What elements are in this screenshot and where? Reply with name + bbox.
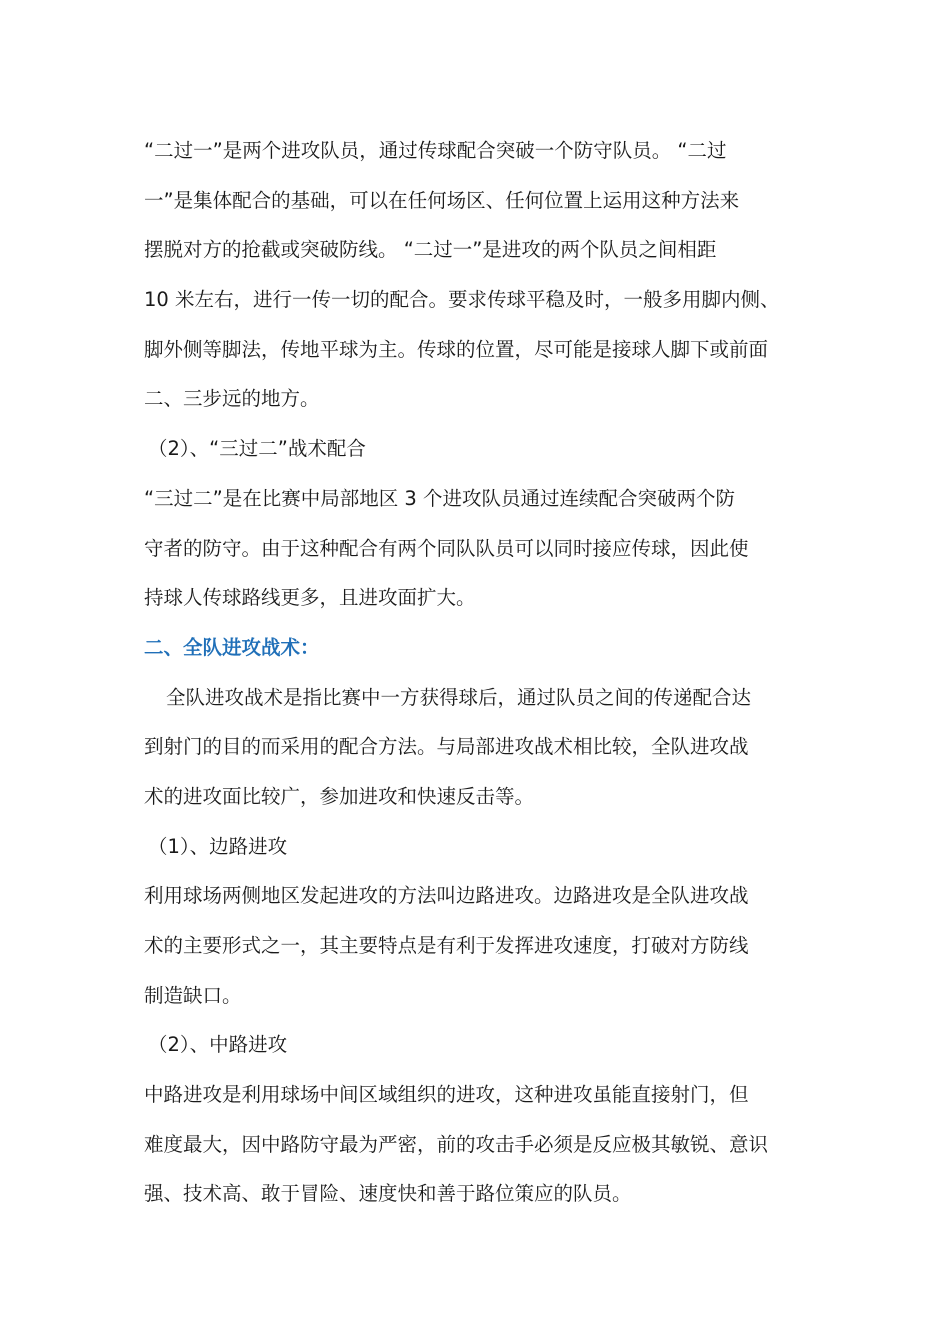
paragraph-line: 脚外侧等脚法，传地平球为主。传球的位置，尽可能是接球人脚下或前面 bbox=[144, 337, 769, 361]
paragraph-line: 术的主要形式之一，其主要特点是有利于发挥进攻速度，打破对方防线 bbox=[144, 934, 749, 957]
paragraph-line: 利用球场两侧地区发起进攻的方法叫边路进攻。边路进攻是全队进攻战 bbox=[144, 884, 749, 908]
subsection-title: （2）、“三过二”战术配合 bbox=[148, 437, 366, 461]
paragraph-line: 强、技术高、敢于冒险、速度快和善于路位策应的队员。 bbox=[144, 1182, 632, 1206]
section-heading: 二、全队进攻战术： bbox=[144, 635, 320, 659]
subsection-title: （2）、中路进攻 bbox=[148, 1033, 288, 1057]
paragraph-line: 二、三步远的地方。 bbox=[144, 387, 320, 411]
paragraph-line: 难度最大，因中路防守最为严密，前的攻击手必须是反应极其敏锐、意识 bbox=[144, 1132, 769, 1156]
paragraph-line: 到射门的目的而采用的配合方法。与局部进攻战术相比较，全队进攻战 bbox=[144, 735, 749, 759]
document-body bbox=[144, 133, 824, 1226]
paragraph-line: 摆脱对方的抢截或突破防线。 “二过一”是进攻的两个队员之间相距 bbox=[144, 238, 717, 262]
paragraph-line: 全队进攻战术是指比赛中一方获得球后，通过队员之间的传递配合达 bbox=[166, 685, 752, 709]
paragraph-line: 制造缺口。 bbox=[144, 983, 242, 1007]
paragraph-line: 10 米左右，进行一传一切的配合。要求传球平稳及时，一般多用脚内侧、 bbox=[144, 288, 780, 312]
paragraph-line: 术的进攻面比较广，参加进攻和快速反击等。 bbox=[144, 784, 535, 808]
paragraph-line: “二过一”是两个进攻队员，通过传球配合突破一个防守队员。 “二过 bbox=[144, 139, 727, 162]
paragraph-line: 持球人传球路线更多，且进攻面扩大。 bbox=[144, 586, 476, 610]
paragraph-line: 中路进攻是利用球场中间区域组织的进攻，这种进攻虽能直接射门，但 bbox=[144, 1083, 749, 1107]
paragraph-line: “三过二”是在比赛中局部地区 3 个进攻队员通过连续配合突破两个防 bbox=[144, 486, 736, 510]
paragraph-line: 一”是集体配合的基础，可以在任何场区、任何位置上运用这种方法来 bbox=[144, 188, 740, 212]
paragraph-line: 守者的防守。由于这种配合有两个同队队员可以同时接应传球，因此使 bbox=[144, 536, 749, 560]
subsection-title: （1）、边路进攻 bbox=[148, 834, 288, 858]
